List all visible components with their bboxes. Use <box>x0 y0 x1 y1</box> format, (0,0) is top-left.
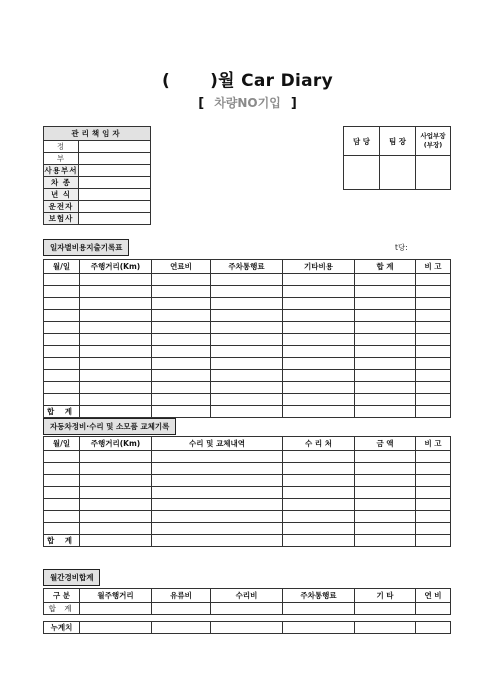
table-cell[interactable] <box>152 334 211 346</box>
table-cell[interactable] <box>283 382 355 394</box>
column-header: 비 고 <box>416 437 451 451</box>
monthly-total-cell[interactable] <box>211 603 283 615</box>
table-cell[interactable] <box>211 322 283 334</box>
maintenance-table <box>43 436 451 547</box>
column-header: 주행거리(Km) <box>80 260 152 274</box>
table-cell[interactable] <box>416 499 451 511</box>
total-cell[interactable] <box>211 406 283 418</box>
table-cell[interactable] <box>211 346 283 358</box>
manager-row-value[interactable] <box>79 165 151 177</box>
table-row <box>44 274 451 286</box>
manager-table-header: 관리책임자 <box>44 127 151 141</box>
table-cell[interactable] <box>416 286 451 298</box>
manager-row-label: 사용부서 <box>44 166 78 175</box>
manager-row-label: 보험사 <box>44 213 79 225</box>
table-cell[interactable] <box>152 310 211 322</box>
total-cell[interactable] <box>416 535 451 547</box>
table-cell[interactable] <box>44 463 80 475</box>
table-cell[interactable] <box>44 322 80 334</box>
column-header: 구 분 <box>44 589 80 603</box>
table-cell[interactable] <box>152 322 211 334</box>
table-row <box>44 298 451 310</box>
cumulative-label: 누계치 <box>44 622 80 634</box>
manager-row-label: 정 <box>44 141 79 153</box>
column-header: 월/일 <box>44 260 80 274</box>
table-cell[interactable] <box>355 298 416 310</box>
manager-row-label: 차 종 <box>44 177 79 189</box>
approval-sign-team-lead[interactable] <box>380 156 416 190</box>
monthly-total-cell[interactable] <box>416 603 451 615</box>
table-cell[interactable] <box>416 382 451 394</box>
title-month-text: )월 Car Diary <box>210 71 333 91</box>
table-cell[interactable] <box>44 358 80 370</box>
monthly-total-table <box>43 588 451 615</box>
daily-expense-header-row <box>44 260 451 274</box>
table-cell[interactable] <box>80 322 152 334</box>
total-cell[interactable] <box>355 406 416 418</box>
table-cell[interactable] <box>283 451 355 463</box>
table-cell[interactable] <box>80 310 152 322</box>
manager-row-label: 부 <box>44 153 79 165</box>
section-monthly-total-label: 월간경비합계 <box>43 569 100 586</box>
column-header: 기 타 <box>355 589 416 603</box>
table-cell[interactable] <box>355 274 416 286</box>
vehicle-number-placeholder[interactable]: 차량NO기입 <box>214 96 281 110</box>
table-cell[interactable] <box>80 286 152 298</box>
cumulative-cell[interactable] <box>211 622 283 634</box>
table-row <box>44 511 451 523</box>
cumulative-cell[interactable] <box>80 622 152 634</box>
column-header: 수리비 <box>211 589 283 603</box>
table-cell[interactable] <box>211 274 283 286</box>
table-row <box>44 322 451 334</box>
table-cell[interactable] <box>152 451 283 463</box>
table-cell[interactable] <box>416 346 451 358</box>
table-cell[interactable] <box>283 310 355 322</box>
total-row-label: 합 계 <box>44 535 80 547</box>
table-cell[interactable] <box>283 298 355 310</box>
column-header: 주차통행료 <box>211 260 283 274</box>
table-cell[interactable] <box>80 451 152 463</box>
column-header: 금 액 <box>355 437 416 451</box>
table-cell[interactable] <box>80 394 152 406</box>
table-row <box>44 370 451 382</box>
table-cell[interactable] <box>355 382 416 394</box>
table-cell[interactable] <box>355 370 416 382</box>
table-cell[interactable] <box>152 274 211 286</box>
manager-row-label: 운전자 <box>44 201 79 213</box>
total-row <box>44 406 451 418</box>
column-header: 월/일 <box>44 437 80 451</box>
total-cell[interactable] <box>152 406 211 418</box>
table-cell[interactable] <box>44 523 80 535</box>
title-open-paren: ( <box>162 71 171 91</box>
table-cell[interactable] <box>152 475 283 487</box>
column-header: 주차통행료 <box>283 589 355 603</box>
total-cell[interactable] <box>80 535 152 547</box>
table-cell[interactable] <box>80 370 152 382</box>
table-cell[interactable] <box>80 346 152 358</box>
table-cell[interactable] <box>355 310 416 322</box>
table-row <box>44 334 451 346</box>
table-cell[interactable] <box>416 475 451 487</box>
table-cell[interactable] <box>211 334 283 346</box>
approval-sign-staff[interactable] <box>344 156 380 190</box>
manager-row-value[interactable] <box>79 201 151 213</box>
table-cell[interactable] <box>152 394 211 406</box>
table-cell[interactable] <box>283 487 355 499</box>
monthly-total-cell[interactable] <box>355 603 416 615</box>
table-cell[interactable] <box>80 334 152 346</box>
monthly-total-row <box>44 603 451 615</box>
table-cell[interactable] <box>355 322 416 334</box>
table-cell[interactable] <box>80 274 152 286</box>
vehicle-number-subtitle <box>0 94 495 111</box>
table-cell[interactable] <box>355 511 416 523</box>
table-row <box>44 475 451 487</box>
table-cell[interactable] <box>416 334 451 346</box>
table-cell[interactable] <box>355 334 416 346</box>
table-cell[interactable] <box>355 346 416 358</box>
table-cell[interactable] <box>283 334 355 346</box>
table-cell[interactable] <box>283 346 355 358</box>
table-cell[interactable] <box>80 499 152 511</box>
table-cell[interactable] <box>283 499 355 511</box>
column-header: 합 계 <box>355 260 416 274</box>
table-cell[interactable] <box>416 298 451 310</box>
table-cell[interactable] <box>152 286 211 298</box>
table-cell[interactable] <box>152 370 211 382</box>
table-cell[interactable] <box>152 523 283 535</box>
total-row <box>44 535 451 547</box>
approval-header-team-lead: 팀 장 <box>380 127 416 156</box>
table-cell[interactable] <box>44 310 80 322</box>
unit-note: t당: <box>395 243 408 252</box>
table-cell[interactable] <box>211 286 283 298</box>
cumulative-row <box>44 622 451 634</box>
table-cell[interactable] <box>44 370 80 382</box>
table-cell[interactable] <box>44 499 80 511</box>
table-cell[interactable] <box>152 487 283 499</box>
table-cell[interactable] <box>355 463 416 475</box>
table-cell[interactable] <box>416 274 451 286</box>
table-cell[interactable] <box>416 463 451 475</box>
table-cell[interactable] <box>44 451 80 463</box>
approval-header-director-label: 사업부장 (부장) <box>420 132 446 149</box>
table-cell[interactable] <box>355 499 416 511</box>
approval-header-director <box>416 127 451 156</box>
table-row <box>44 394 451 406</box>
table-cell[interactable] <box>355 358 416 370</box>
table-cell[interactable] <box>44 346 80 358</box>
table-cell[interactable] <box>152 382 211 394</box>
cumulative-table <box>43 621 451 634</box>
maintenance-body <box>44 451 451 547</box>
manager-info-table <box>43 126 151 225</box>
approval-header-staff: 담 당 <box>344 127 380 156</box>
manager-row-value[interactable] <box>79 177 151 189</box>
table-row <box>44 310 451 322</box>
column-header: 기타비용 <box>283 260 355 274</box>
section-daily-expense-label: 일자별비용지출기록표 <box>43 239 129 256</box>
total-cell[interactable] <box>355 535 416 547</box>
table-cell[interactable] <box>152 346 211 358</box>
table-cell[interactable] <box>416 322 451 334</box>
table-cell[interactable] <box>211 310 283 322</box>
table-row <box>44 463 451 475</box>
column-header: 월주행거리 <box>80 589 152 603</box>
cumulative-cell[interactable] <box>416 622 451 634</box>
table-row <box>44 451 451 463</box>
page-title <box>0 66 495 91</box>
table-cell[interactable] <box>416 523 451 535</box>
table-cell[interactable] <box>355 475 416 487</box>
monthly-total-cell[interactable] <box>283 603 355 615</box>
monthly-total-cell[interactable] <box>152 603 211 615</box>
table-cell[interactable] <box>44 382 80 394</box>
table-cell[interactable] <box>416 358 451 370</box>
table-cell[interactable] <box>80 382 152 394</box>
manager-row-value[interactable] <box>79 141 151 153</box>
table-cell[interactable] <box>416 451 451 463</box>
cumulative-cell[interactable] <box>355 622 416 634</box>
table-cell[interactable] <box>355 523 416 535</box>
total-row-label: 합 계 <box>44 406 80 418</box>
daily-expense-body <box>44 274 451 418</box>
total-cell[interactable] <box>283 535 355 547</box>
cumulative-cell[interactable] <box>152 622 211 634</box>
daily-expense-table <box>43 259 451 418</box>
table-cell[interactable] <box>44 394 80 406</box>
table-row <box>44 346 451 358</box>
table-cell[interactable] <box>283 475 355 487</box>
manager-row-value[interactable] <box>79 189 151 201</box>
table-cell[interactable] <box>44 334 80 346</box>
maintenance-header-row <box>44 437 451 451</box>
table-cell[interactable] <box>283 274 355 286</box>
table-cell[interactable] <box>80 358 152 370</box>
table-cell[interactable] <box>152 499 283 511</box>
column-header: 비 고 <box>416 260 451 274</box>
manager-row-value[interactable] <box>79 153 151 165</box>
table-cell[interactable] <box>283 463 355 475</box>
table-cell[interactable] <box>283 511 355 523</box>
total-cell[interactable] <box>416 406 451 418</box>
table-cell[interactable] <box>416 487 451 499</box>
column-header: 주행거리(Km) <box>80 437 152 451</box>
table-row <box>44 499 451 511</box>
table-cell[interactable] <box>44 274 80 286</box>
table-row <box>44 358 451 370</box>
table-cell[interactable] <box>44 511 80 523</box>
table-cell[interactable] <box>283 286 355 298</box>
subtitle-open-bracket: [ <box>198 96 205 111</box>
table-cell[interactable] <box>416 370 451 382</box>
table-cell[interactable] <box>283 394 355 406</box>
table-cell[interactable] <box>211 298 283 310</box>
column-header: 수리 및 교체내역 <box>152 437 283 451</box>
table-cell[interactable] <box>211 358 283 370</box>
table-cell[interactable] <box>283 523 355 535</box>
table-row <box>44 382 451 394</box>
approval-table <box>343 126 451 190</box>
total-cell[interactable] <box>283 406 355 418</box>
table-cell[interactable] <box>80 463 152 475</box>
monthly-total-header-row <box>44 589 451 603</box>
column-header: 수 리 처 <box>283 437 355 451</box>
table-cell[interactable] <box>80 511 152 523</box>
table-row <box>44 487 451 499</box>
table-cell[interactable] <box>152 358 211 370</box>
table-cell[interactable] <box>152 463 283 475</box>
table-cell[interactable] <box>152 298 211 310</box>
table-cell[interactable] <box>283 358 355 370</box>
table-cell[interactable] <box>44 286 80 298</box>
table-cell[interactable] <box>44 475 80 487</box>
table-cell[interactable] <box>355 286 416 298</box>
total-cell[interactable] <box>80 406 152 418</box>
manager-row-label: 년 식 <box>44 189 79 201</box>
table-row <box>44 286 451 298</box>
monthly-total-cell[interactable] <box>80 603 152 615</box>
table-cell[interactable] <box>416 511 451 523</box>
column-header: 연 비 <box>416 589 451 603</box>
table-cell[interactable] <box>211 382 283 394</box>
table-cell[interactable] <box>416 310 451 322</box>
section-maintenance-label: 자동차정비·수리 및 소모품 교체기록 <box>43 418 176 435</box>
table-cell[interactable] <box>211 370 283 382</box>
cumulative-cell[interactable] <box>283 622 355 634</box>
subtitle-close-bracket: ] <box>290 96 297 111</box>
table-cell[interactable] <box>80 523 152 535</box>
table-cell[interactable] <box>80 487 152 499</box>
table-cell[interactable] <box>283 322 355 334</box>
table-cell[interactable] <box>355 394 416 406</box>
manager-row-value[interactable] <box>79 213 151 225</box>
table-cell[interactable] <box>44 487 80 499</box>
column-header: 유류비 <box>152 589 211 603</box>
table-cell[interactable] <box>355 487 416 499</box>
table-row <box>44 523 451 535</box>
table-cell[interactable] <box>44 298 80 310</box>
table-cell[interactable] <box>355 451 416 463</box>
monthly-total-row-label: 합 계 <box>44 603 80 615</box>
table-cell[interactable] <box>152 511 283 523</box>
total-cell[interactable] <box>152 535 283 547</box>
column-header: 연료비 <box>152 260 211 274</box>
approval-sign-director[interactable] <box>416 156 451 190</box>
table-cell[interactable] <box>80 298 152 310</box>
table-cell[interactable] <box>211 394 283 406</box>
table-cell[interactable] <box>283 370 355 382</box>
table-cell[interactable] <box>80 475 152 487</box>
table-cell[interactable] <box>416 394 451 406</box>
